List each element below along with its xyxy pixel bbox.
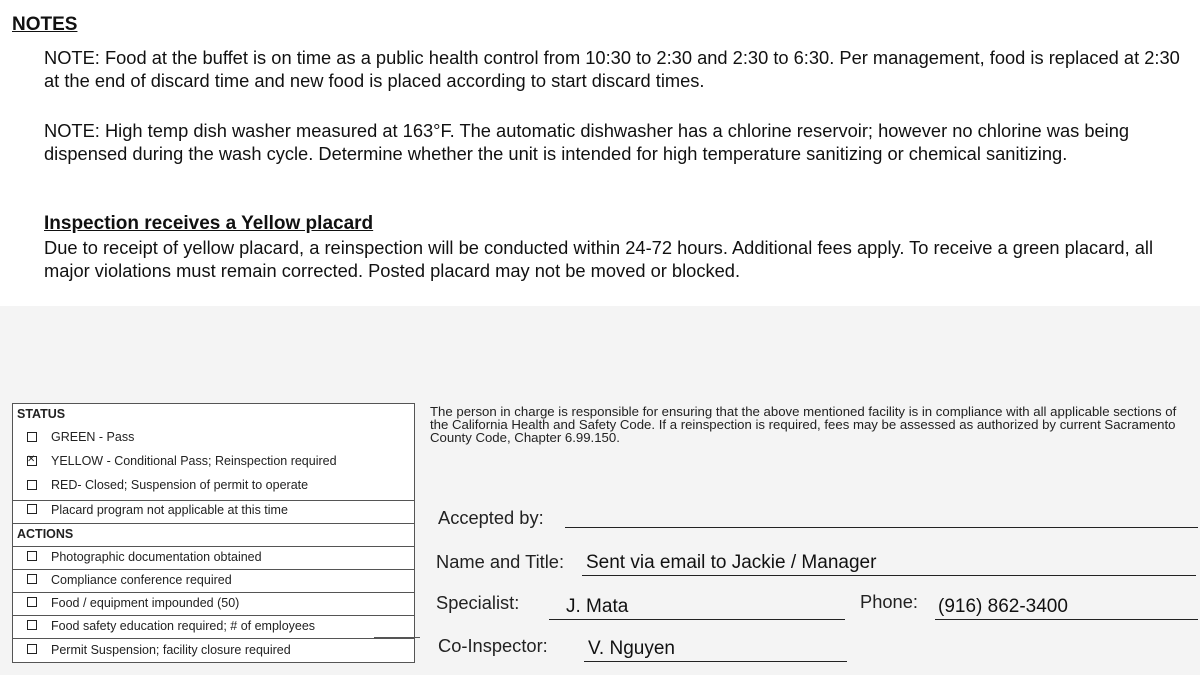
phone-label: Phone:	[860, 591, 918, 612]
phone-value: (916) 862-3400	[938, 596, 1068, 617]
accepted-by-field[interactable]	[565, 527, 1198, 528]
placard-text: Due to receipt of yellow placard, a reinspection will be conducted within 24-72 hours. Additional fees apply. To receive a green placard, all major violations must remain corrected. Posted placard may not be moved or blocked.	[44, 237, 1154, 281]
co-inspector-value: V. Nguyen	[588, 638, 675, 659]
action-permit-suspension[interactable]: Permit Suspension; facility closure required	[13, 638, 414, 663]
status-option-red[interactable]: RED- Closed; Suspension of permit to operate	[13, 476, 414, 498]
accepted-by-label: Accepted by:	[438, 507, 544, 528]
co-inspector-label: Co-Inspector:	[438, 635, 548, 656]
action-food-safety-education[interactable]: Food safety education required; # of employees	[13, 615, 414, 638]
status-option-not-applicable[interactable]: Placard program not applicable at this time	[13, 500, 414, 522]
checkbox-compliance-conference[interactable]	[27, 574, 37, 584]
name-title-label: Name and Title:	[436, 551, 565, 572]
status-option-yellow[interactable]: ✕ YELLOW - Conditional Pass; Reinspection required	[13, 452, 414, 474]
checkbox-red[interactable]	[27, 480, 37, 490]
specialist-label: Specialist:	[436, 592, 520, 613]
note-buffet-time-control: NOTE: Food at the buffet is on time as a public health control from 10:30 to 2:30 and 2:30 to 6:30. Per management, food is replaced at 2:30 at the end of discard time and new food is placed according to start discard times.	[44, 47, 1180, 91]
status-section-label: STATUS	[17, 407, 66, 421]
checkbox-photo-documentation[interactable]	[27, 551, 37, 561]
actions-section-label: ACTIONS	[13, 523, 414, 546]
status-actions-table	[12, 403, 415, 663]
action-food-impounded[interactable]: Food / equipment impounded (50)	[13, 592, 414, 615]
notes-heading: NOTES	[12, 14, 78, 35]
action-photo-documentation[interactable]: Photographic documentation obtained	[13, 546, 414, 569]
co-inspector-field[interactable]	[584, 661, 847, 662]
name-title-value: Sent via email to Jackie / Manager	[586, 552, 877, 573]
specialist-value: J. Mata	[566, 596, 629, 617]
checkbox-food-impounded[interactable]	[27, 597, 37, 607]
checkbox-green[interactable]	[27, 432, 37, 442]
specialist-field[interactable]	[549, 619, 845, 620]
note-dishwasher: NOTE: High temp dish washer measured at 163°F. The automatic dishwasher has a chlorine reservoir; however no chlorine was being dispensed during the wash cycle. Determine whether the unit is intended for high temperature sanitizing or chemical sanitizing.	[44, 120, 1130, 164]
status-option-green[interactable]: GREEN - Pass	[13, 429, 414, 451]
checkbox-permit-suspension[interactable]	[27, 644, 37, 654]
checkbox-food-safety-education[interactable]	[27, 620, 37, 630]
compliance-notice: The person in charge is responsible for ensuring that the above mentioned facility is in compliance with all applicable sections of the California Health and Safety Code. If a reinspection is required, fees may be assessed as authorized by current Sacramento County Code, Chapter 6.99.150.	[430, 404, 1177, 445]
placard-heading: Inspection receives a Yellow placard	[44, 213, 374, 234]
name-title-field[interactable]	[582, 575, 1196, 576]
checkbox-not-applicable[interactable]	[27, 504, 37, 514]
action-compliance-conference[interactable]: Compliance conference required	[13, 569, 414, 592]
checkbox-yellow-checked[interactable]	[27, 456, 37, 466]
phone-field[interactable]	[935, 619, 1198, 620]
